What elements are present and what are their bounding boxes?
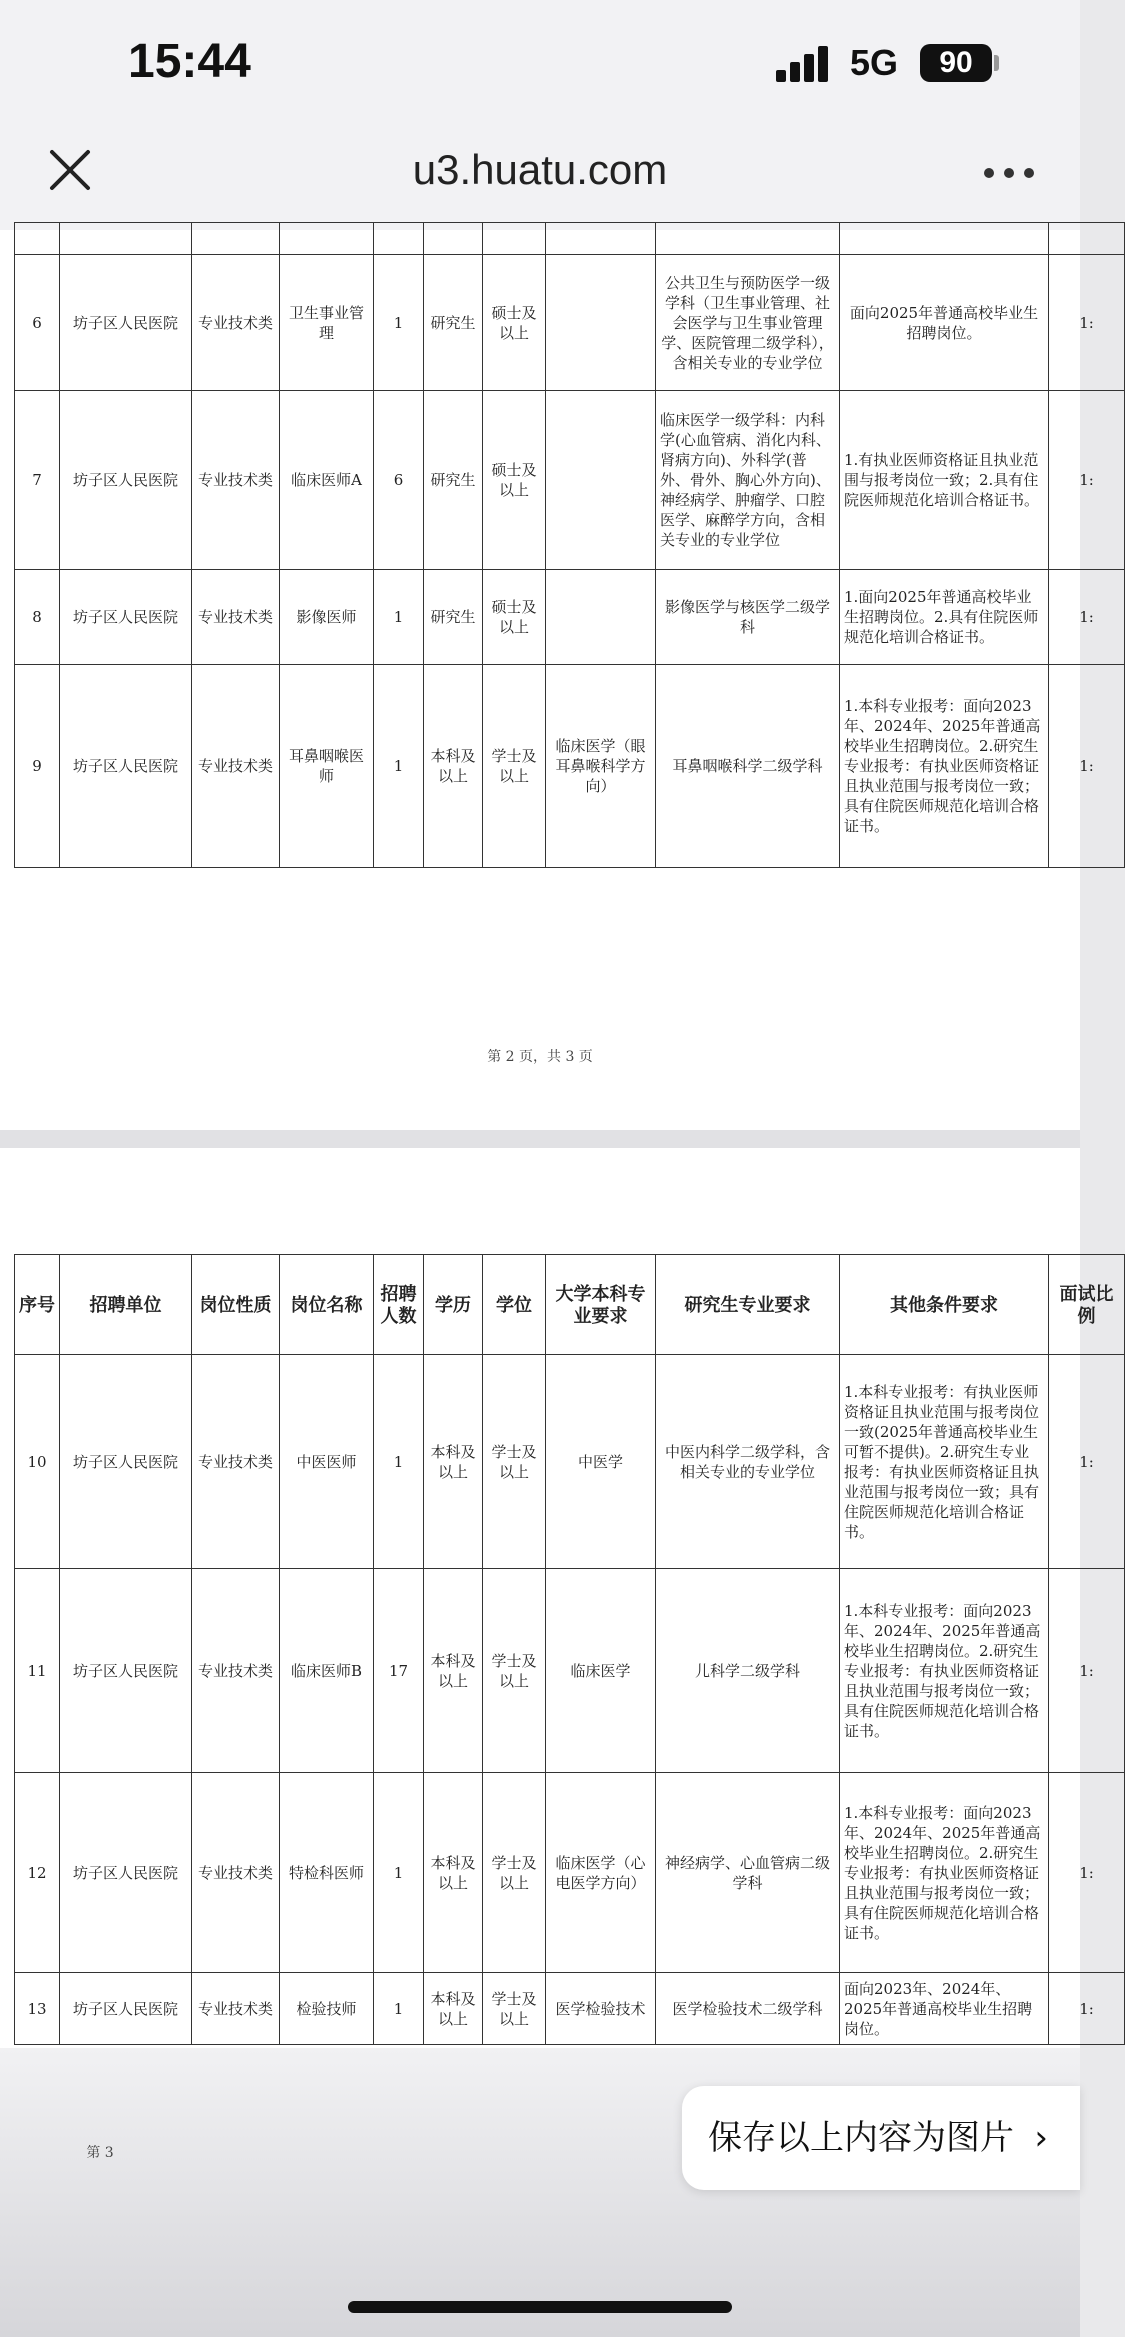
cell-count: 1: [374, 255, 424, 391]
cell-edu: 本科及以上: [424, 1569, 483, 1773]
cell-ratio: 1:: [1049, 255, 1125, 391]
cell-degree: 硕士及以上: [483, 570, 546, 665]
cell-count: 1: [374, 570, 424, 665]
cell-ratio: 1:: [1049, 1569, 1125, 1773]
signal-icon: [776, 44, 832, 82]
cell-edu: 本科及以上: [424, 1973, 483, 2045]
cell-type: 专业技术类: [192, 255, 280, 391]
cell-unit: 坊子区人民医院: [60, 391, 192, 570]
cell-degree: 硕士及以上: [483, 391, 546, 570]
cell-ratio: 1:: [1049, 1973, 1125, 2045]
cell-type: 专业技术类: [192, 665, 280, 868]
cell-type: 专业技术类: [192, 1355, 280, 1569]
cell-grad: 医学检验技术二级学科: [656, 1973, 840, 2045]
cell-ratio: 1:: [1049, 665, 1125, 868]
cell-unit: 坊子区人民医院: [60, 1773, 192, 1973]
status-time: 15:44: [128, 35, 251, 88]
chevron-right-icon: ›: [1034, 2118, 1048, 2158]
cell-unit: 坊子区人民医院: [60, 255, 192, 391]
cell-grad: 神经病学、心血管病二级学科: [656, 1773, 840, 1973]
cell-count: 17: [374, 1569, 424, 1773]
table-row: [15, 223, 1125, 255]
cell-count: 6: [374, 391, 424, 570]
cell-other: 面向2023年、2024年、2025年普通高校毕业生招聘岗位。: [840, 1973, 1049, 2045]
cell-undergrad: 临床医学（眼耳鼻喉科学方向）: [546, 665, 656, 868]
cell-unit: 坊子区人民医院: [60, 1569, 192, 1773]
battery-icon: 90: [920, 44, 992, 82]
cell-degree: 硕士及以上: [483, 255, 546, 391]
table-row: [15, 1355, 1125, 1569]
recruitment-table-part2: [14, 1254, 1125, 2045]
cell-other: 1.本科专业报考：面向2023年、2024年、2025年普通高校毕业生招聘岗位。2.研究生专业报考：有执业医师资格证且执业范围与报考岗位一致；具有住院医师规范化培训合格证书。: [840, 665, 1049, 868]
table-row: [15, 665, 1125, 868]
cell-edu: 研究生: [424, 570, 483, 665]
table-row: [15, 1973, 1125, 2045]
cell-undergrad: 临床医学（心电医学方向）: [546, 1773, 656, 1973]
header-type: 岗位性质: [192, 1255, 280, 1355]
cell-grad: 影像医学与核医学二级学科: [656, 570, 840, 665]
table-row: [15, 570, 1125, 665]
cell-count: 1: [374, 665, 424, 868]
cell-degree: 学士及以上: [483, 1973, 546, 2045]
cell-post: 特检科医师: [280, 1773, 374, 1973]
cell-type: 专业技术类: [192, 1973, 280, 2045]
cell-no: 11: [15, 1569, 60, 1773]
cell-ratio: 1:: [1049, 570, 1125, 665]
table-row: [15, 1569, 1125, 1773]
cell-ratio: 1:: [1049, 1355, 1125, 1569]
header-post: 岗位名称: [280, 1255, 374, 1355]
cell-other: 面向2025年普通高校毕业生招聘岗位。: [840, 255, 1049, 391]
cell-type: 专业技术类: [192, 1569, 280, 1773]
cell-other: 1.本科专业报考：有执业医师资格证且执业范围与报考岗位一致(2025年普通高校毕业生可暂不提供)。2.研究生专业报考：有执业医师资格证且执业范围与报考岗位一致；具有住院医师规范化培训合格证书。: [840, 1355, 1049, 1569]
browser-header: [0, 130, 1080, 230]
cell-grad: 临床医学一级学科：内科学(心血管病、消化内科、肾病方向)、外科学(普外、骨外、胸心外方向)、神经病学、肿瘤学、口腔医学、麻醉学方向，含相关专业的专业学位: [656, 391, 840, 570]
cell-edu: 本科及以上: [424, 1355, 483, 1569]
cell-edu: 研究生: [424, 391, 483, 570]
cell-ratio: 1:: [1049, 391, 1125, 570]
cell-other: 1.有执业医师资格证且执业范围与报考岗位一致；2.具有住院医师规范化培训合格证书。: [840, 391, 1049, 570]
cell-count: 1: [374, 1973, 424, 2045]
status-bar: [0, 0, 1080, 130]
header-other: 其他条件要求: [840, 1255, 1049, 1355]
network-type: 5G: [850, 42, 899, 83]
header-unit: 招聘单位: [60, 1255, 192, 1355]
header-undergrad: 大学本科专业要求: [546, 1255, 656, 1355]
cell-no: 13: [15, 1973, 60, 2045]
cell-grad: 公共卫生与预防医学一级学科（卫生事业管理、社会医学与卫生事业管理学、医院管理二级学科），含相关专业的专业学位: [656, 255, 840, 391]
recruitment-table-part1: [14, 222, 1125, 868]
cell-degree: 学士及以上: [483, 1569, 546, 1773]
cell-post: 中医医师: [280, 1355, 374, 1569]
save-as-image-label: 保存以上内容为图片: [708, 2118, 1014, 2158]
cell-post: 卫生事业管理: [280, 255, 374, 391]
cell-undergrad: [546, 570, 656, 665]
cell-undergrad: 临床医学: [546, 1569, 656, 1773]
save-as-image-button[interactable]: [682, 2086, 1080, 2190]
cell-edu: 本科及以上: [424, 1773, 483, 1973]
page-url: u3.huatu.com: [412, 146, 668, 193]
cell-unit: 坊子区人民医院: [60, 1973, 192, 2045]
document-page-3: [0, 1148, 1114, 2048]
cell-undergrad: [546, 391, 656, 570]
cell-type: 专业技术类: [192, 391, 280, 570]
cell-degree: 学士及以上: [483, 1773, 546, 1973]
cell-type: 专业技术类: [192, 1773, 280, 1973]
cell-post: 临床医师A: [280, 391, 374, 570]
cell-count: 1: [374, 1355, 424, 1569]
table-row: [15, 391, 1125, 570]
cell-post: 临床医师B: [280, 1569, 374, 1773]
cell-type: 专业技术类: [192, 570, 280, 665]
cell-no: 9: [15, 665, 60, 868]
page-footer: 第 2 页，共 3 页: [487, 1049, 593, 1065]
cell-no: 8: [15, 570, 60, 665]
cell-no: 7: [15, 391, 60, 570]
cell-unit: 坊子区人民医院: [60, 570, 192, 665]
cell-other: 1.本科专业报考：面向2023年、2024年、2025年普通高校毕业生招聘岗位。2.研究生专业报考：有执业医师资格证且执业范围与报考岗位一致；具有住院医师规范化培训合格证书。: [840, 1569, 1049, 1773]
cell-degree: 学士及以上: [483, 665, 546, 868]
page-divider: [0, 1130, 1080, 1148]
cell-post: 耳鼻咽喉医师: [280, 665, 374, 868]
header-count: 招聘人数: [374, 1255, 424, 1355]
battery-tip: [994, 55, 999, 71]
cell-post: 影像医师: [280, 570, 374, 665]
header-grad: 研究生专业要求: [656, 1255, 840, 1355]
cell-edu: 本科及以上: [424, 665, 483, 868]
cell-undergrad: 中医学: [546, 1355, 656, 1569]
table-header-row: [15, 1255, 1125, 1355]
cell-undergrad: [546, 255, 656, 391]
cell-grad: 中医内科学二级学科，含相关专业的专业学位: [656, 1355, 840, 1569]
home-indicator[interactable]: [348, 2301, 732, 2313]
cell-grad: 儿科学二级学科: [656, 1569, 840, 1773]
cell-unit: 坊子区人民医院: [60, 1355, 192, 1569]
header-degree: 学位: [483, 1255, 546, 1355]
document-page-2: [0, 230, 1094, 1130]
header-ratio: 面试比例: [1049, 1255, 1125, 1355]
cell-ratio: 1:: [1049, 1773, 1125, 1973]
cell-no: 12: [15, 1773, 60, 1973]
header-no: 序号: [15, 1255, 60, 1355]
cell-degree: 学士及以上: [483, 1355, 546, 1569]
cell-other: 1.面向2025年普通高校毕业生招聘岗位。2.具有住院医师规范化培训合格证书。: [840, 570, 1049, 665]
cell-undergrad: 医学检验技术: [546, 1973, 656, 2045]
page-footer: 第 3: [86, 2145, 114, 2161]
header-edu: 学历: [424, 1255, 483, 1355]
cell-post: 检验技师: [280, 1973, 374, 2045]
more-icon[interactable]: [984, 168, 1034, 180]
cell-no: 10: [15, 1355, 60, 1569]
cell-other: 1.本科专业报考：面向2023年、2024年、2025年普通高校毕业生招聘岗位。2.研究生专业报考：有执业医师资格证且执业范围与报考岗位一致；具有住院医师规范化培训合格证书。: [840, 1773, 1049, 1973]
cell-count: 1: [374, 1773, 424, 1973]
cell-unit: 坊子区人民医院: [60, 665, 192, 868]
cell-no: 6: [15, 255, 60, 391]
cell-grad: 耳鼻咽喉科学二级学科: [656, 665, 840, 868]
table-row: [15, 1773, 1125, 1973]
table-row: [15, 255, 1125, 391]
cell-edu: 研究生: [424, 255, 483, 391]
